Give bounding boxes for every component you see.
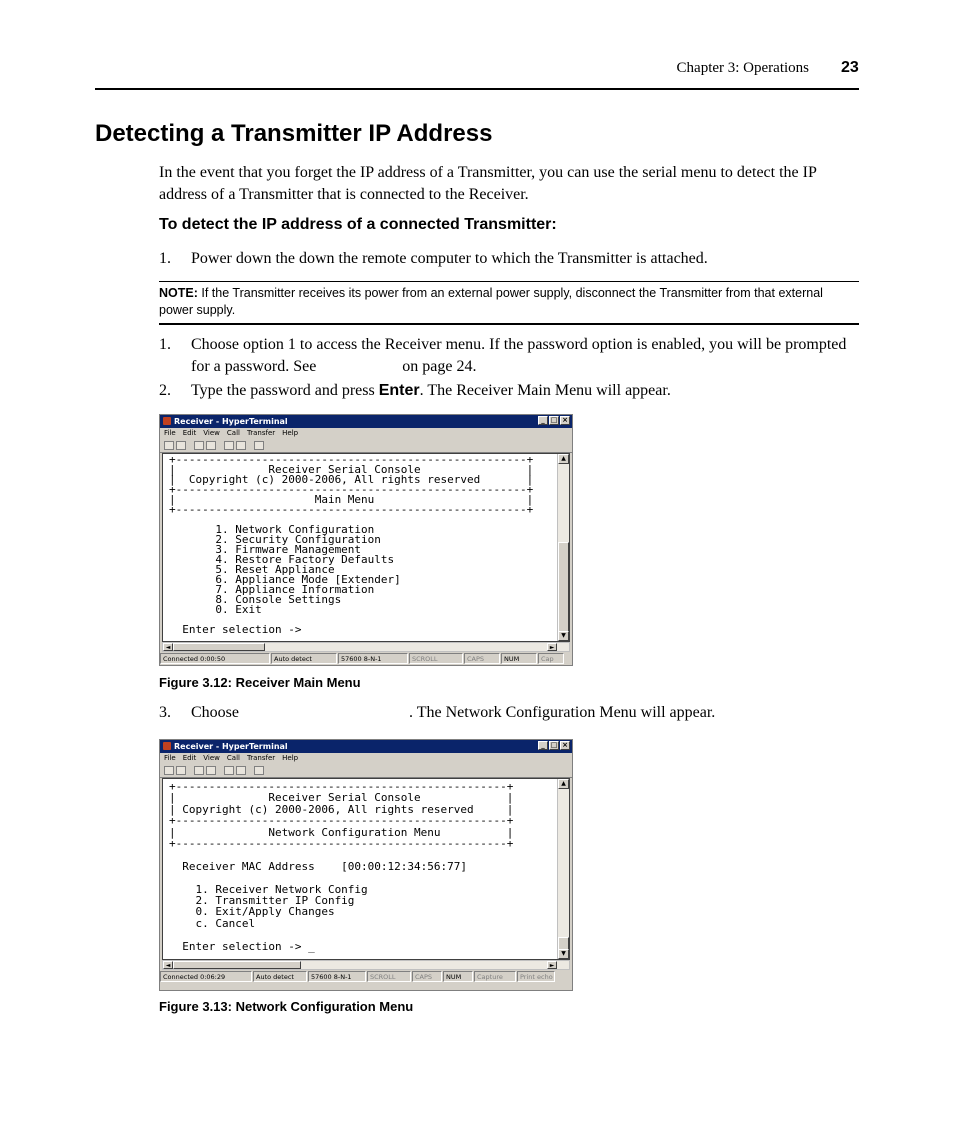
menu-transfer[interactable]: Transfer	[246, 754, 276, 762]
status-num: NUM	[501, 653, 537, 664]
call-icon[interactable]	[194, 766, 204, 775]
step-text-before: Type the password and press	[191, 382, 379, 399]
step-number: 1.	[159, 250, 171, 267]
scroll-left-icon[interactable]: ◄	[163, 643, 173, 651]
status-capture: Cap	[538, 653, 564, 664]
note-text: If the Transmitter receives its power from an external power supply, disconnect the Transmitter from that external power supply.	[159, 286, 823, 317]
step-number: 2.	[159, 382, 171, 399]
receive-icon[interactable]	[236, 766, 246, 775]
step-text-after: . The Receiver Main Menu will appear.	[419, 382, 671, 399]
menu-call[interactable]: Call	[226, 754, 240, 762]
scroll-thumb[interactable]	[173, 961, 301, 969]
status-emulation: Auto detect	[253, 971, 307, 982]
minimize-icon[interactable]: _	[538, 416, 548, 425]
terminal-area[interactable]	[162, 453, 570, 642]
call-icon[interactable]	[194, 441, 204, 450]
procedure-title: To detect the IP address of a connected Transmitter:	[159, 216, 557, 233]
menu-help[interactable]: Help	[282, 754, 299, 762]
section-title: Detecting a Transmitter IP Address	[95, 120, 493, 147]
scroll-right-icon[interactable]: ►	[547, 643, 557, 651]
step-text-after: on page 24.	[402, 358, 477, 375]
step-number: 3.	[159, 704, 171, 721]
receive-icon[interactable]	[236, 441, 246, 450]
step-text	[191, 380, 859, 402]
note-label: NOTE:	[159, 286, 198, 300]
maximize-icon[interactable]: □	[550, 416, 558, 424]
enter-key-label: Enter	[378, 382, 420, 399]
terminal-text: +--------------------------------------------------+ | Receiver Serial Console | | Copyright (c) 2000-2006, All rights reserved | +--------------------------------------------------+ | Network Configuration Menu | +--------------------------------------------------+ Receiver MAC Address [00:00:12:34:56:77] 1. Receiver Network Config 2. Transmitter IP Config 0. Exit/Apply Changes c. Cancel Enter selection -> _	[169, 780, 514, 953]
open-icon[interactable]	[176, 766, 186, 775]
close-icon[interactable]: ×	[560, 741, 570, 750]
menu-edit[interactable]: Edit	[182, 754, 197, 762]
figure-caption: Figure 3.13: Network Configuration Menu	[159, 999, 414, 1014]
terminal-area[interactable]	[162, 778, 570, 960]
scroll-down-icon[interactable]: ▼	[558, 631, 569, 641]
horizontal-scrollbar[interactable]	[162, 960, 570, 970]
toolbar	[160, 439, 572, 453]
status-bar	[160, 653, 572, 664]
send-icon[interactable]	[224, 441, 234, 450]
step-text-after: . The Network Configuration Menu will appear.	[409, 704, 716, 721]
status-caps: CAPS	[412, 971, 442, 982]
status-emulation: Auto detect	[271, 653, 337, 664]
scroll-up-icon[interactable]: ▲	[558, 454, 569, 464]
scroll-thumb[interactable]	[173, 643, 265, 651]
figure-caption: Figure 3.12: Receiver Main Menu	[159, 675, 361, 690]
menu-edit[interactable]: Edit	[182, 429, 197, 437]
header-rule	[95, 88, 859, 90]
status-port-settings: 57600 8-N-1	[308, 971, 366, 982]
menu-view[interactable]: View	[203, 429, 220, 437]
hyperterminal-icon	[163, 742, 171, 750]
step-text	[191, 334, 859, 378]
scroll-down-icon[interactable]: ▼	[558, 949, 569, 959]
open-icon[interactable]	[176, 441, 186, 450]
new-icon[interactable]	[164, 766, 174, 775]
note-box	[159, 281, 859, 325]
status-port-settings: 57600 8-N-1	[338, 653, 408, 664]
status-scroll: SCROLL	[367, 971, 411, 982]
header-chapter: Chapter 3: Operations	[676, 60, 809, 76]
menu-view[interactable]: View	[203, 754, 220, 762]
vertical-scrollbar[interactable]	[557, 779, 569, 959]
disconnect-icon[interactable]	[206, 441, 216, 450]
send-icon[interactable]	[224, 766, 234, 775]
status-print-echo: Print echo	[517, 971, 555, 982]
scroll-left-icon[interactable]: ◄	[163, 961, 173, 969]
maximize-icon[interactable]: □	[550, 741, 558, 749]
properties-icon[interactable]	[254, 766, 264, 775]
status-connected: Connected 0:00:50	[160, 653, 270, 664]
hyperterminal-icon	[163, 417, 171, 425]
window-title: Receiver - HyperTerminal	[174, 742, 288, 751]
window-titlebar	[160, 415, 572, 428]
scroll-thumb[interactable]	[558, 542, 569, 632]
menu-transfer[interactable]: Transfer	[246, 429, 276, 437]
menu-bar	[160, 753, 572, 764]
menu-bar	[160, 428, 572, 439]
menu-file[interactable]: File	[164, 429, 176, 437]
minimize-icon[interactable]: _	[538, 741, 548, 750]
step-text-before: Choose option 1 to access the Receiver menu. If the password option is enabled, you will be prompted for a password. See	[191, 336, 847, 375]
scroll-right-icon[interactable]: ►	[547, 961, 557, 969]
step-text	[191, 702, 859, 724]
intro-paragraph: In the event that you forget the IP address of a Transmitter, you can use the serial menu to detect the IP address of a Transmitter that is connected to the Receiver.	[159, 164, 817, 203]
properties-icon[interactable]	[254, 441, 264, 450]
receiver-main-menu-window	[159, 414, 573, 666]
vertical-scrollbar[interactable]	[557, 454, 569, 641]
terminal-text: +-----------------------------------------------------+ | Receiver Serial Console | | Copyright (c) 2000-2006, All rights reserved | +-----------------------------------------------------+ | Main Menu | +-----------------------------------------------------+ 1. Network Configuration 2. Security Configuration 3. Firmware Management 4. Restore Factory Defaults 5. Reset Appliance 6. Appliance Mode [Extender] 7. Appliance Information 8. Console Settings 0. Exit Enter selection ->	[169, 453, 534, 636]
status-caps: CAPS	[464, 653, 500, 664]
status-bar	[160, 971, 572, 982]
step-text: Power down the down the remote computer to which the Transmitter is attached.	[191, 250, 708, 267]
window-title: Receiver - HyperTerminal	[174, 417, 288, 426]
menu-file[interactable]: File	[164, 754, 176, 762]
step-number: 1.	[159, 336, 171, 353]
menu-call[interactable]: Call	[226, 429, 240, 437]
scroll-up-icon[interactable]: ▲	[558, 779, 569, 789]
menu-help[interactable]: Help	[282, 429, 299, 437]
status-scroll: SCROLL	[409, 653, 463, 664]
toolbar	[160, 764, 572, 778]
step-text-before: Choose	[191, 704, 239, 721]
new-icon[interactable]	[164, 441, 174, 450]
network-config-menu-window	[159, 739, 573, 991]
status-connected: Connected 0:06:29	[160, 971, 252, 982]
status-num: NUM	[443, 971, 473, 982]
window-titlebar	[160, 740, 572, 753]
horizontal-scrollbar[interactable]	[162, 642, 570, 652]
disconnect-icon[interactable]	[206, 766, 216, 775]
close-icon[interactable]: ×	[560, 416, 570, 425]
status-capture: Capture	[474, 971, 516, 982]
page-number: 23	[841, 59, 859, 76]
